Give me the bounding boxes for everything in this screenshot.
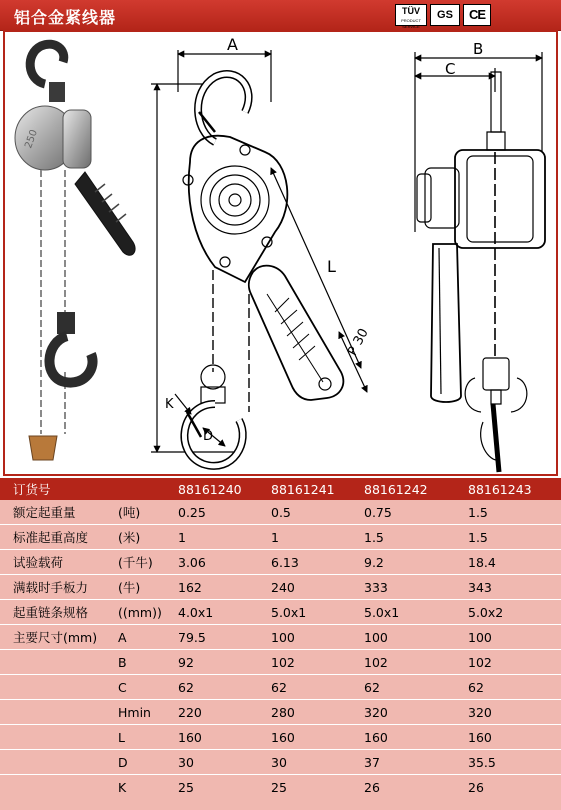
ce-cert-logo: CE bbox=[463, 4, 491, 26]
order-number-value: 88161240 bbox=[178, 482, 242, 497]
row-value: 6.13 bbox=[271, 555, 299, 570]
row-unit: A bbox=[118, 630, 127, 645]
row-value: 1.5 bbox=[364, 530, 384, 545]
spec-table bbox=[0, 478, 561, 810]
row-value: 343 bbox=[468, 580, 492, 595]
dim-l-label: L bbox=[327, 257, 336, 276]
row-value: 102 bbox=[468, 655, 492, 670]
tuv-cert-logo bbox=[395, 4, 427, 29]
row-value: 0.25 bbox=[178, 505, 206, 520]
row-value: 100 bbox=[468, 630, 492, 645]
row-value: 1 bbox=[271, 530, 279, 545]
row-label: 满载时手板力 bbox=[13, 580, 89, 595]
row-label: 起重链条规格 bbox=[13, 605, 89, 620]
row-unit: (米) bbox=[118, 530, 141, 545]
table-row bbox=[0, 502, 561, 523]
row-value: 1 bbox=[178, 530, 186, 545]
product-illustration bbox=[5, 32, 556, 474]
row-unit: C bbox=[118, 680, 127, 695]
row-value: 320 bbox=[364, 705, 388, 720]
table-row bbox=[0, 727, 561, 748]
row-value: 333 bbox=[364, 580, 388, 595]
row-value: 160 bbox=[364, 730, 388, 745]
row-label: 试验载荷 bbox=[13, 555, 64, 570]
front-view-drawing bbox=[415, 52, 545, 472]
row-value: 0.5 bbox=[271, 505, 291, 520]
row-value: 35.5 bbox=[468, 755, 496, 770]
dim-p30-label: P 30 bbox=[345, 326, 372, 359]
row-value: 280 bbox=[271, 705, 295, 720]
row-value: 79.5 bbox=[178, 630, 206, 645]
tuv-cert-text: TÜV bbox=[402, 6, 420, 16]
order-number-value: 88161241 bbox=[271, 482, 335, 497]
dim-b-label: B bbox=[473, 40, 484, 58]
order-number-value: 88161242 bbox=[364, 482, 428, 497]
dim-d-label: D bbox=[203, 429, 214, 444]
row-value: 1.5 bbox=[468, 505, 488, 520]
product-photo bbox=[15, 44, 135, 460]
row-value: 30 bbox=[271, 755, 287, 770]
row-value: 162 bbox=[178, 580, 202, 595]
row-label: 主要尺寸(mm) bbox=[13, 630, 98, 645]
row-value: 160 bbox=[178, 730, 202, 745]
row-value: 26 bbox=[364, 780, 380, 795]
table-row bbox=[0, 752, 561, 773]
row-value: 3.06 bbox=[178, 555, 206, 570]
order-number-label: 订货号 bbox=[13, 482, 51, 497]
row-unit: ((mm)) bbox=[118, 605, 162, 620]
row-value: 320 bbox=[468, 705, 492, 720]
table-row bbox=[0, 552, 561, 573]
table-row bbox=[0, 577, 561, 598]
dim-a-label: A bbox=[227, 35, 238, 54]
row-value: 25 bbox=[178, 780, 194, 795]
row-value: 26 bbox=[468, 780, 484, 795]
table-row bbox=[0, 702, 561, 723]
row-value: 92 bbox=[178, 655, 194, 670]
row-value: 1.5 bbox=[468, 530, 488, 545]
row-label: 额定起重量 bbox=[13, 505, 76, 520]
row-value: 25 bbox=[271, 780, 287, 795]
table-row bbox=[0, 602, 561, 623]
row-value: 160 bbox=[468, 730, 492, 745]
row-value: 240 bbox=[271, 580, 295, 595]
row-unit: D bbox=[118, 755, 128, 770]
row-value: 100 bbox=[271, 630, 295, 645]
row-value: 18.4 bbox=[468, 555, 496, 570]
capacity-mark-text: 250 bbox=[23, 128, 41, 151]
table-row bbox=[0, 527, 561, 548]
table-row bbox=[0, 777, 561, 798]
dim-c-label: C bbox=[445, 60, 456, 78]
row-value: 160 bbox=[271, 730, 295, 745]
page-title: 铝合金紧线器 bbox=[14, 8, 117, 27]
table-header-row bbox=[0, 478, 561, 500]
row-value: 62 bbox=[271, 680, 287, 695]
table-row bbox=[0, 627, 561, 648]
row-value: 102 bbox=[364, 655, 388, 670]
row-unit: (吨) bbox=[118, 505, 141, 520]
dim-k-label: K bbox=[165, 397, 174, 412]
page-header bbox=[0, 0, 561, 31]
row-value: 5.0x1 bbox=[364, 605, 400, 620]
row-value: 0.75 bbox=[364, 505, 392, 520]
row-unit: (千牛) bbox=[118, 555, 153, 570]
row-value: 62 bbox=[178, 680, 194, 695]
table-row bbox=[0, 652, 561, 673]
row-value: 30 bbox=[178, 755, 194, 770]
row-unit: (牛) bbox=[118, 580, 141, 595]
gs-cert-logo: GS bbox=[430, 4, 460, 26]
row-unit: B bbox=[118, 655, 127, 670]
row-unit: Hmin bbox=[118, 705, 151, 720]
row-value: 5.0x2 bbox=[468, 605, 504, 620]
row-value: 102 bbox=[271, 655, 295, 670]
row-value: 9.2 bbox=[364, 555, 384, 570]
row-value: 220 bbox=[178, 705, 202, 720]
row-value: 100 bbox=[364, 630, 388, 645]
order-number-value: 88161243 bbox=[468, 482, 532, 497]
tuv-cert-subtext: PRODUCT SERVICE bbox=[401, 18, 421, 29]
row-value: 4.0x1 bbox=[178, 605, 214, 620]
row-value: 5.0x1 bbox=[271, 605, 307, 620]
table-row bbox=[0, 677, 561, 698]
row-label: 标准起重高度 bbox=[13, 530, 89, 545]
product-illustration-panel bbox=[3, 30, 558, 476]
row-unit: L bbox=[118, 730, 125, 745]
row-unit: K bbox=[118, 780, 127, 795]
row-value: 62 bbox=[468, 680, 484, 695]
row-value: 62 bbox=[364, 680, 380, 695]
row-value: 37 bbox=[364, 755, 380, 770]
